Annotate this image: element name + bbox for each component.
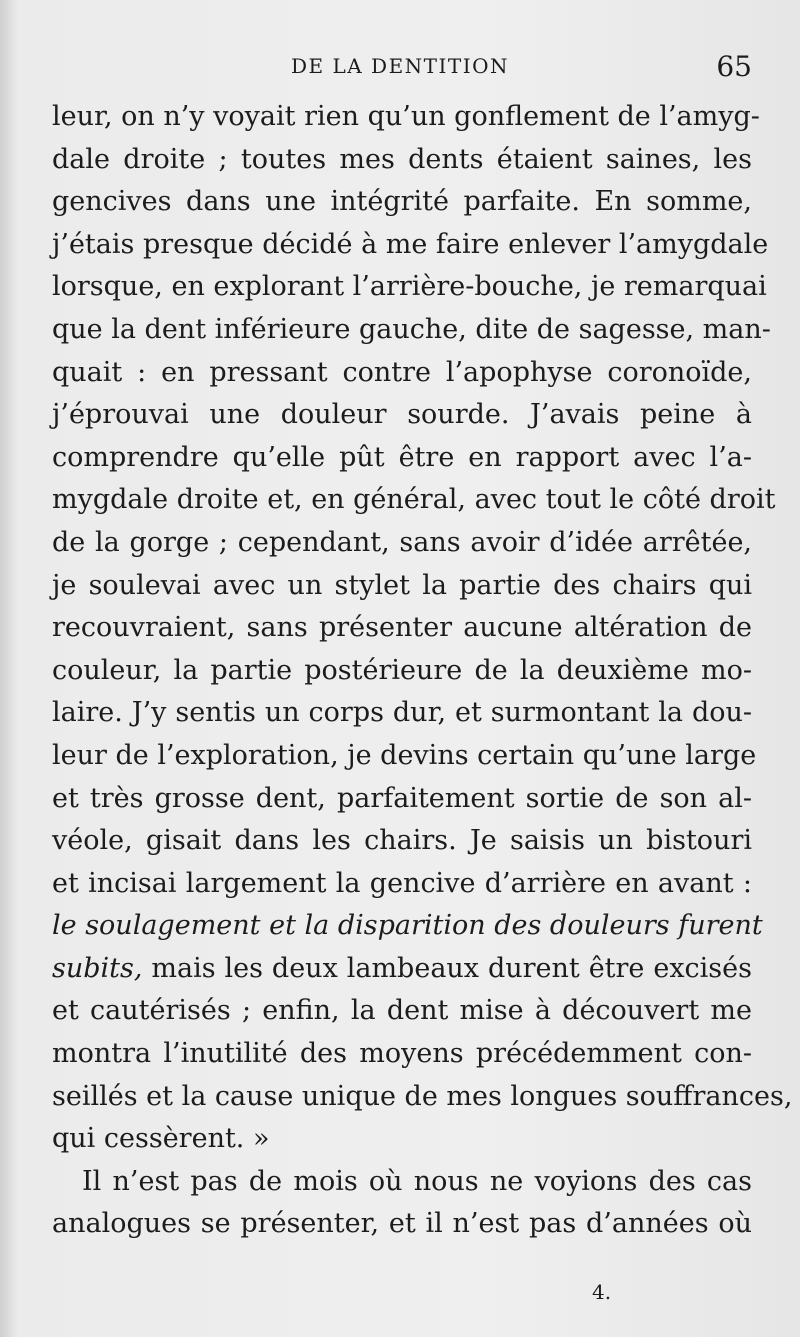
text-line-mixed [52,948,752,991]
text-line: montra l’inutilité des moyens précédemment con- [52,1038,752,1070]
text-line: j’éprouvai une douleur sourde. J’avais peine à [52,399,752,431]
text-line: et très grosse dent, parfaitement sortie de son al- [52,782,752,814]
paragraph-start-line: Il n’est pas de mois où nous ne voyions des cas [82,1165,752,1197]
page-number: 65 [716,50,752,83]
text-line: j’étais presque décidé à me faire enlever l’amygdale [52,228,769,260]
italic-fragment: subits, [52,952,143,984]
text-line: véole, gisait dans les chairs. Je saisis un bistouri [52,825,752,857]
text-line: lorsque, en explorant l’arrière-bouche, je remarquai [52,271,767,303]
text-line: leur, on n’y voyait rien qu’un gonflement de l’amyg- [52,101,760,132]
text-line: comprendre qu’elle pût être en rapport avec l’a- [52,441,752,473]
text-line: et cautérisés ; enfin, la dent mise à découvert me [52,995,752,1027]
text-line: leur de l’exploration, je devins certain qu’une large [52,739,757,771]
text-line: couleur, la partie postérieure de la deuxième mo- [52,654,752,686]
running-title: DE LA DENTITION [290,54,510,78]
text-line-italic: le soulagement et la disparition des douleurs furent [52,910,763,942]
body-text [52,96,793,1246]
text-line: et incisai largement la gencive d’arrière en avant : [52,867,752,899]
text-line: recouvraient, sans présenter aucune altération de [52,612,752,644]
text-line: mygdale droite et, en général, avec tout le côté droit [52,484,776,516]
text-line: laire. J’y sentis un corps dur, et surmontant la dou- [52,697,752,729]
text-line: que la dent inférieure gauche, dite de sagesse, man- [52,313,771,345]
roman-fragment: mais les deux lambeaux durent être excisés [142,952,752,984]
text-line: de la gorge ; cependant, sans avoir d’idée arrêtée, [52,526,752,558]
text-line: je soulevai avec un stylet la partie des chairs qui [52,569,752,601]
signature-mark: 4. [592,1280,612,1304]
text-line: analogues se présenter, et il n’est pas d’années où [52,1208,752,1240]
text-line: gencives dans une intégrité parfaite. En somme, [52,186,752,218]
text-line: quait : en pressant contre l’apophyse coronoïde, [52,356,752,388]
text-line: dale droite ; toutes mes dents étaient saines, les [52,143,752,175]
running-head [0,50,800,84]
text-line: qui cessèrent. » [52,1123,270,1155]
text-line: seillés et la cause unique de mes longues souffrances, [52,1080,793,1112]
